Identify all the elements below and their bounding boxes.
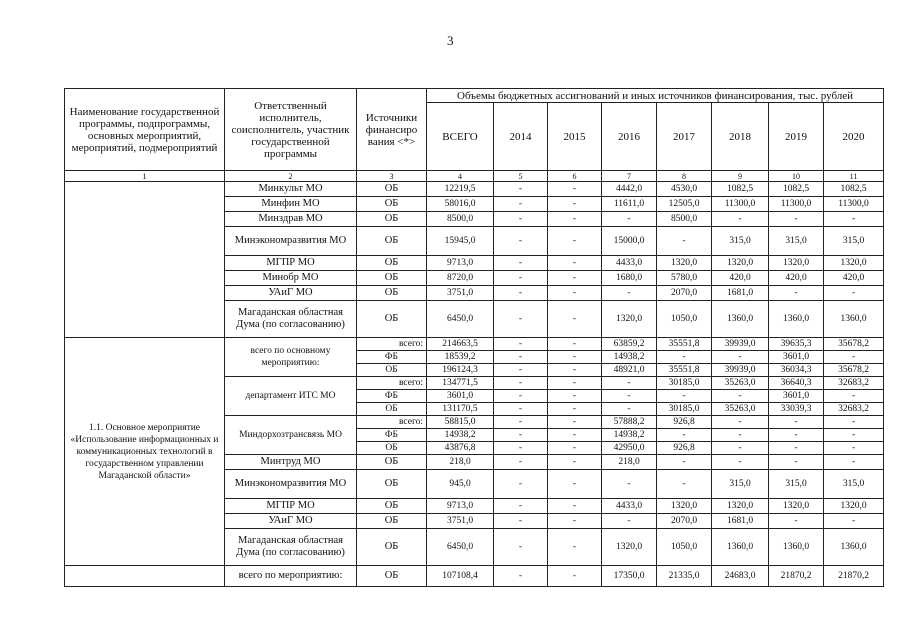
value-cell: 4530,0: [657, 182, 712, 197]
value-cell: -: [494, 416, 548, 429]
value-cell: -: [657, 227, 712, 256]
value-cell: 57888,2: [602, 416, 657, 429]
value-cell: 4442,0: [602, 182, 657, 197]
value-cell: -: [494, 390, 548, 403]
executor-cell: МГПР МО: [225, 499, 357, 514]
source-cell: ОБ: [357, 455, 427, 470]
value-cell: -: [494, 566, 548, 587]
value-cell: -: [769, 212, 824, 227]
value-cell: 1320,0: [712, 256, 769, 271]
value-cell: 1082,5: [824, 182, 884, 197]
column-number: 5: [494, 171, 548, 182]
value-cell: 12219,5: [427, 182, 494, 197]
value-cell: -: [657, 429, 712, 442]
value-cell: -: [548, 403, 602, 416]
executor-cell: Магаданская областная Дума (по согласованию): [225, 529, 357, 566]
value-cell: -: [548, 338, 602, 351]
value-cell: 218,0: [602, 455, 657, 470]
value-cell: 11611,0: [602, 197, 657, 212]
value-cell: -: [602, 514, 657, 529]
source-cell: ОБ: [357, 301, 427, 338]
value-cell: -: [548, 212, 602, 227]
source-cell: ФБ: [357, 390, 427, 403]
value-cell: 30185,0: [657, 377, 712, 390]
value-cell: -: [824, 351, 884, 364]
value-cell: 9713,0: [427, 499, 494, 514]
value-cell: 1360,0: [769, 301, 824, 338]
value-cell: -: [712, 416, 769, 429]
value-cell: 42950,0: [602, 442, 657, 455]
value-cell: -: [712, 442, 769, 455]
value-cell: 48921,0: [602, 364, 657, 377]
value-cell: 4433,0: [602, 256, 657, 271]
value-cell: 35263,0: [712, 377, 769, 390]
value-cell: 32683,2: [824, 377, 884, 390]
value-cell: 21870,2: [824, 566, 884, 587]
value-cell: 21335,0: [657, 566, 712, 587]
executor-cell: Магаданская областная Дума (по согласованию): [225, 301, 357, 338]
value-cell: 35263,0: [712, 403, 769, 416]
value-cell: 58016,0: [427, 197, 494, 212]
value-cell: 5780,0: [657, 271, 712, 286]
value-cell: 32683,2: [824, 403, 884, 416]
value-cell: 14938,2: [602, 351, 657, 364]
header-year: 2017: [657, 103, 712, 171]
source-cell: ОБ: [357, 529, 427, 566]
table-row: [65, 182, 884, 197]
column-number: 4: [427, 171, 494, 182]
value-cell: 35551,8: [657, 364, 712, 377]
executor-cell: Минфин МО: [225, 197, 357, 212]
source-cell: ОБ: [357, 271, 427, 286]
executor-cell: департамент ИТС МО: [225, 377, 357, 416]
value-cell: -: [769, 416, 824, 429]
value-cell: -: [548, 390, 602, 403]
column-number: 6: [548, 171, 602, 182]
value-cell: -: [602, 403, 657, 416]
value-cell: 11300,0: [769, 197, 824, 212]
source-cell: ОБ: [357, 182, 427, 197]
value-cell: -: [657, 351, 712, 364]
value-cell: -: [712, 351, 769, 364]
value-cell: -: [494, 455, 548, 470]
value-cell: 1320,0: [824, 256, 884, 271]
source-cell: ОБ: [357, 514, 427, 529]
source-cell: всего:: [357, 338, 427, 351]
value-cell: 315,0: [824, 227, 884, 256]
value-cell: 1082,5: [769, 182, 824, 197]
page-number: 3: [447, 33, 454, 48]
header-year: 2020: [824, 103, 884, 171]
value-cell: 58815,0: [427, 416, 494, 429]
value-cell: -: [548, 514, 602, 529]
executor-cell: Минобр МО: [225, 271, 357, 286]
value-cell: -: [494, 197, 548, 212]
value-cell: 214663,5: [427, 338, 494, 351]
table-row: [65, 338, 884, 351]
empty-name-cell: [65, 566, 225, 587]
column-number: 3: [357, 171, 427, 182]
value-cell: 1320,0: [824, 499, 884, 514]
value-cell: -: [548, 256, 602, 271]
executor-cell: Минздрав МО: [225, 212, 357, 227]
header-total: ВСЕГО: [427, 103, 494, 171]
source-cell: ОБ: [357, 470, 427, 499]
executor-cell: Минкульт МО: [225, 182, 357, 197]
value-cell: -: [548, 351, 602, 364]
value-cell: 315,0: [712, 470, 769, 499]
value-cell: 39939,0: [712, 364, 769, 377]
total-row: [65, 566, 884, 587]
source-cell: ОБ: [357, 403, 427, 416]
value-cell: 107108,4: [427, 566, 494, 587]
value-cell: 8720,0: [427, 271, 494, 286]
value-cell: 11300,0: [712, 197, 769, 212]
source-cell: ФБ: [357, 429, 427, 442]
value-cell: -: [494, 514, 548, 529]
value-cell: -: [494, 182, 548, 197]
value-cell: 1320,0: [657, 499, 712, 514]
value-cell: -: [548, 182, 602, 197]
value-cell: 2070,0: [657, 286, 712, 301]
value-cell: 926,8: [657, 442, 712, 455]
value-cell: -: [824, 514, 884, 529]
value-cell: -: [494, 227, 548, 256]
activity-name-cell: 1.1. Основное мероприятие «Использование информационных и коммуникационных технологий в государственном управлении Магаданской области»: [65, 338, 225, 566]
value-cell: -: [602, 377, 657, 390]
column-number: 11: [824, 171, 884, 182]
value-cell: 63859,2: [602, 338, 657, 351]
value-cell: 945,0: [427, 470, 494, 499]
value-cell: -: [494, 499, 548, 514]
value-cell: 131170,5: [427, 403, 494, 416]
column-number: 2: [225, 171, 357, 182]
value-cell: -: [548, 364, 602, 377]
executor-cell: Минэкономразвития МО: [225, 470, 357, 499]
value-cell: 1320,0: [602, 301, 657, 338]
value-cell: 315,0: [769, 227, 824, 256]
column-number: 7: [602, 171, 657, 182]
value-cell: -: [548, 566, 602, 587]
value-cell: 1360,0: [712, 529, 769, 566]
value-cell: -: [602, 470, 657, 499]
source-cell: ОБ: [357, 256, 427, 271]
value-cell: 420,0: [824, 271, 884, 286]
value-cell: 12505,0: [657, 197, 712, 212]
source-cell: ОБ: [357, 197, 427, 212]
executor-cell: МГПР МО: [225, 256, 357, 271]
source-cell: всего:: [357, 377, 427, 390]
value-cell: -: [494, 256, 548, 271]
budget-table: [64, 88, 884, 587]
column-number: 1: [65, 171, 225, 182]
value-cell: 1680,0: [602, 271, 657, 286]
value-cell: -: [657, 390, 712, 403]
value-cell: -: [548, 301, 602, 338]
value-cell: 1360,0: [769, 529, 824, 566]
value-cell: 1681,0: [712, 286, 769, 301]
value-cell: -: [657, 455, 712, 470]
value-cell: -: [548, 197, 602, 212]
value-cell: -: [494, 301, 548, 338]
value-cell: 134771,5: [427, 377, 494, 390]
value-cell: -: [494, 529, 548, 566]
value-cell: -: [824, 416, 884, 429]
value-cell: 14938,2: [602, 429, 657, 442]
value-cell: 30185,0: [657, 403, 712, 416]
value-cell: 11300,0: [824, 197, 884, 212]
empty-name-cell: [65, 182, 225, 338]
value-cell: 36034,3: [769, 364, 824, 377]
value-cell: 2070,0: [657, 514, 712, 529]
value-cell: -: [548, 470, 602, 499]
value-cell: 35678,2: [824, 338, 884, 351]
value-cell: 6450,0: [427, 301, 494, 338]
header-year: 2019: [769, 103, 824, 171]
value-cell: 1360,0: [712, 301, 769, 338]
value-cell: 1320,0: [602, 529, 657, 566]
value-cell: 15945,0: [427, 227, 494, 256]
value-cell: -: [824, 455, 884, 470]
value-cell: 1320,0: [769, 499, 824, 514]
value-cell: 6450,0: [427, 529, 494, 566]
value-cell: 35551,8: [657, 338, 712, 351]
executor-cell: всего по мероприятию:: [225, 566, 357, 587]
column-number: 9: [712, 171, 769, 182]
value-cell: -: [494, 338, 548, 351]
column-number: 8: [657, 171, 712, 182]
executor-cell: Минэкономразвития МО: [225, 227, 357, 256]
value-cell: 1050,0: [657, 529, 712, 566]
value-cell: 3601,0: [427, 390, 494, 403]
value-cell: 4433,0: [602, 499, 657, 514]
header-volumes: Объемы бюджетных ассигнований и иных источников финансирования, тыс. рублей: [427, 89, 884, 103]
value-cell: 3751,0: [427, 286, 494, 301]
source-cell: ОБ: [357, 499, 427, 514]
value-cell: -: [769, 455, 824, 470]
source-cell: ОБ: [357, 364, 427, 377]
value-cell: 1082,5: [712, 182, 769, 197]
value-cell: 3601,0: [769, 351, 824, 364]
value-cell: 218,0: [427, 455, 494, 470]
value-cell: -: [548, 442, 602, 455]
value-cell: 33039,3: [769, 403, 824, 416]
value-cell: -: [657, 470, 712, 499]
value-cell: -: [548, 377, 602, 390]
executor-cell: Минтруд МО: [225, 455, 357, 470]
value-cell: -: [824, 442, 884, 455]
value-cell: -: [494, 429, 548, 442]
value-cell: -: [712, 429, 769, 442]
value-cell: 315,0: [824, 470, 884, 499]
header-source: Источники финансиро вания <*>: [357, 89, 427, 171]
value-cell: 21870,2: [769, 566, 824, 587]
value-cell: -: [548, 499, 602, 514]
header-year: 2015: [548, 103, 602, 171]
value-cell: 196124,3: [427, 364, 494, 377]
value-cell: -: [494, 364, 548, 377]
header-name: Наименование государственной программы, подпрограммы, основных мероприятий, мероприятий, подмероприятий: [65, 89, 225, 171]
value-cell: -: [824, 212, 884, 227]
value-cell: 1320,0: [769, 256, 824, 271]
value-cell: 926,8: [657, 416, 712, 429]
value-cell: 36640,3: [769, 377, 824, 390]
value-cell: -: [548, 286, 602, 301]
value-cell: -: [548, 429, 602, 442]
column-number: 10: [769, 171, 824, 182]
value-cell: 8500,0: [657, 212, 712, 227]
header-executor: Ответственный исполнитель, соисполнитель, участник государственной программы: [225, 89, 357, 171]
value-cell: 420,0: [769, 271, 824, 286]
source-cell: ОБ: [357, 227, 427, 256]
header-year: 2018: [712, 103, 769, 171]
value-cell: 420,0: [712, 271, 769, 286]
value-cell: 1681,0: [712, 514, 769, 529]
value-cell: 1320,0: [657, 256, 712, 271]
value-cell: -: [769, 442, 824, 455]
value-cell: -: [548, 529, 602, 566]
source-cell: ОБ: [357, 566, 427, 587]
executor-cell: Миндорхозтрансвязь МО: [225, 416, 357, 455]
source-cell: ОБ: [357, 442, 427, 455]
value-cell: -: [548, 227, 602, 256]
value-cell: -: [602, 212, 657, 227]
value-cell: -: [494, 377, 548, 390]
value-cell: -: [602, 390, 657, 403]
value-cell: -: [494, 442, 548, 455]
header-year: 2016: [602, 103, 657, 171]
value-cell: -: [824, 390, 884, 403]
value-cell: -: [548, 416, 602, 429]
value-cell: -: [712, 455, 769, 470]
value-cell: -: [494, 470, 548, 499]
executor-cell: всего по основному мероприятию:: [225, 338, 357, 377]
value-cell: 8500,0: [427, 212, 494, 227]
value-cell: 35678,2: [824, 364, 884, 377]
value-cell: 1360,0: [824, 529, 884, 566]
value-cell: 1320,0: [712, 499, 769, 514]
source-cell: всего:: [357, 416, 427, 429]
value-cell: 24683,0: [712, 566, 769, 587]
value-cell: 3751,0: [427, 514, 494, 529]
value-cell: -: [494, 286, 548, 301]
value-cell: -: [494, 351, 548, 364]
source-cell: ОБ: [357, 286, 427, 301]
value-cell: 3601,0: [769, 390, 824, 403]
value-cell: -: [824, 286, 884, 301]
value-cell: 39939,0: [712, 338, 769, 351]
value-cell: 9713,0: [427, 256, 494, 271]
value-cell: -: [602, 286, 657, 301]
value-cell: 43876,8: [427, 442, 494, 455]
value-cell: -: [494, 271, 548, 286]
value-cell: -: [548, 455, 602, 470]
value-cell: -: [824, 429, 884, 442]
value-cell: -: [494, 403, 548, 416]
value-cell: 18539,2: [427, 351, 494, 364]
value-cell: 315,0: [712, 227, 769, 256]
value-cell: 15000,0: [602, 227, 657, 256]
value-cell: -: [712, 212, 769, 227]
value-cell: 39635,3: [769, 338, 824, 351]
source-cell: ФБ: [357, 351, 427, 364]
value-cell: 315,0: [769, 470, 824, 499]
executor-cell: УАиГ МО: [225, 286, 357, 301]
value-cell: -: [494, 212, 548, 227]
source-cell: ОБ: [357, 212, 427, 227]
executor-cell: УАиГ МО: [225, 514, 357, 529]
value-cell: 1050,0: [657, 301, 712, 338]
value-cell: -: [712, 390, 769, 403]
value-cell: -: [548, 271, 602, 286]
value-cell: -: [769, 514, 824, 529]
value-cell: 1360,0: [824, 301, 884, 338]
header-year: 2014: [494, 103, 548, 171]
value-cell: -: [769, 429, 824, 442]
value-cell: 17350,0: [602, 566, 657, 587]
value-cell: 14938,2: [427, 429, 494, 442]
value-cell: -: [769, 286, 824, 301]
